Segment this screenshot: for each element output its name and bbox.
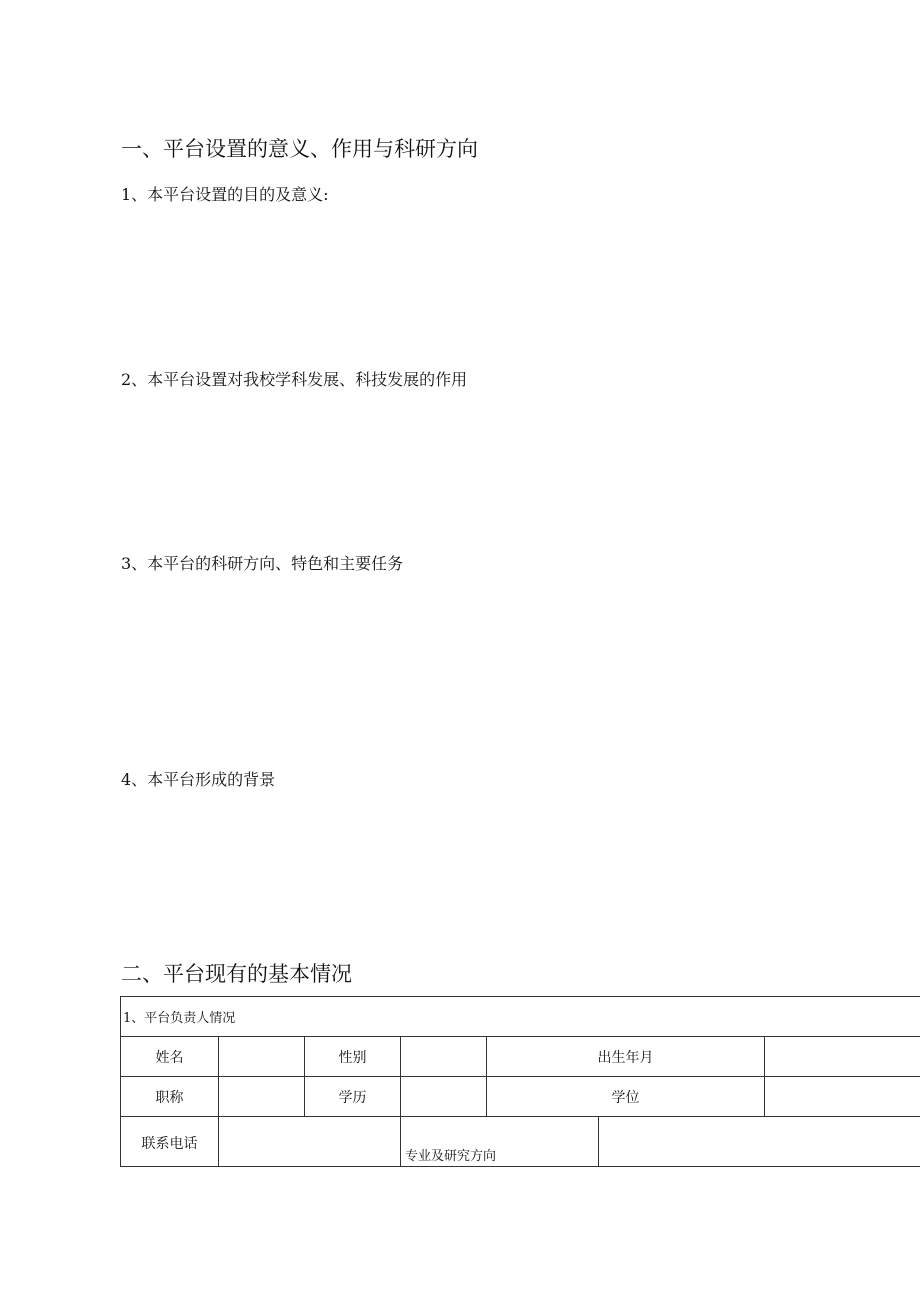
gender-label: 性别 xyxy=(305,1037,401,1077)
phone-label: 联系电话 xyxy=(121,1117,219,1167)
title-label: 职称 xyxy=(121,1077,219,1117)
name-value-cell[interactable] xyxy=(219,1037,305,1077)
degree-value-cell[interactable] xyxy=(765,1077,920,1117)
birth-label: 出生年月 xyxy=(487,1037,765,1077)
education-value-cell[interactable] xyxy=(401,1077,487,1117)
question-4: 4、本平台形成的背景 xyxy=(121,770,276,789)
section-1-title: 一、平台设置的意义、作用与科研方向 xyxy=(121,137,478,161)
section-2-title: 二、平台现有的基本情况 xyxy=(121,962,352,986)
phone-value-cell[interactable] xyxy=(219,1117,401,1167)
birth-value-cell[interactable] xyxy=(765,1037,920,1077)
platform-leader-table xyxy=(120,996,920,1167)
title-value-cell[interactable] xyxy=(219,1077,305,1117)
name-label: 姓名 xyxy=(121,1037,219,1077)
degree-label: 学位 xyxy=(487,1077,765,1117)
education-label: 学历 xyxy=(305,1077,401,1117)
question-2: 2、本平台设置对我校学科发展、科技发展的作用 xyxy=(121,370,468,389)
major-value-cell[interactable] xyxy=(599,1117,920,1167)
gender-value-cell[interactable] xyxy=(401,1037,487,1077)
question-3: 3、本平台的科研方向、特色和主要任务 xyxy=(121,554,404,573)
question-1: 1、本平台设置的目的及意义: xyxy=(121,185,329,204)
major-label: 专业及研究方向 xyxy=(401,1117,599,1167)
table-header: 1、平台负责人情况 xyxy=(121,997,920,1037)
